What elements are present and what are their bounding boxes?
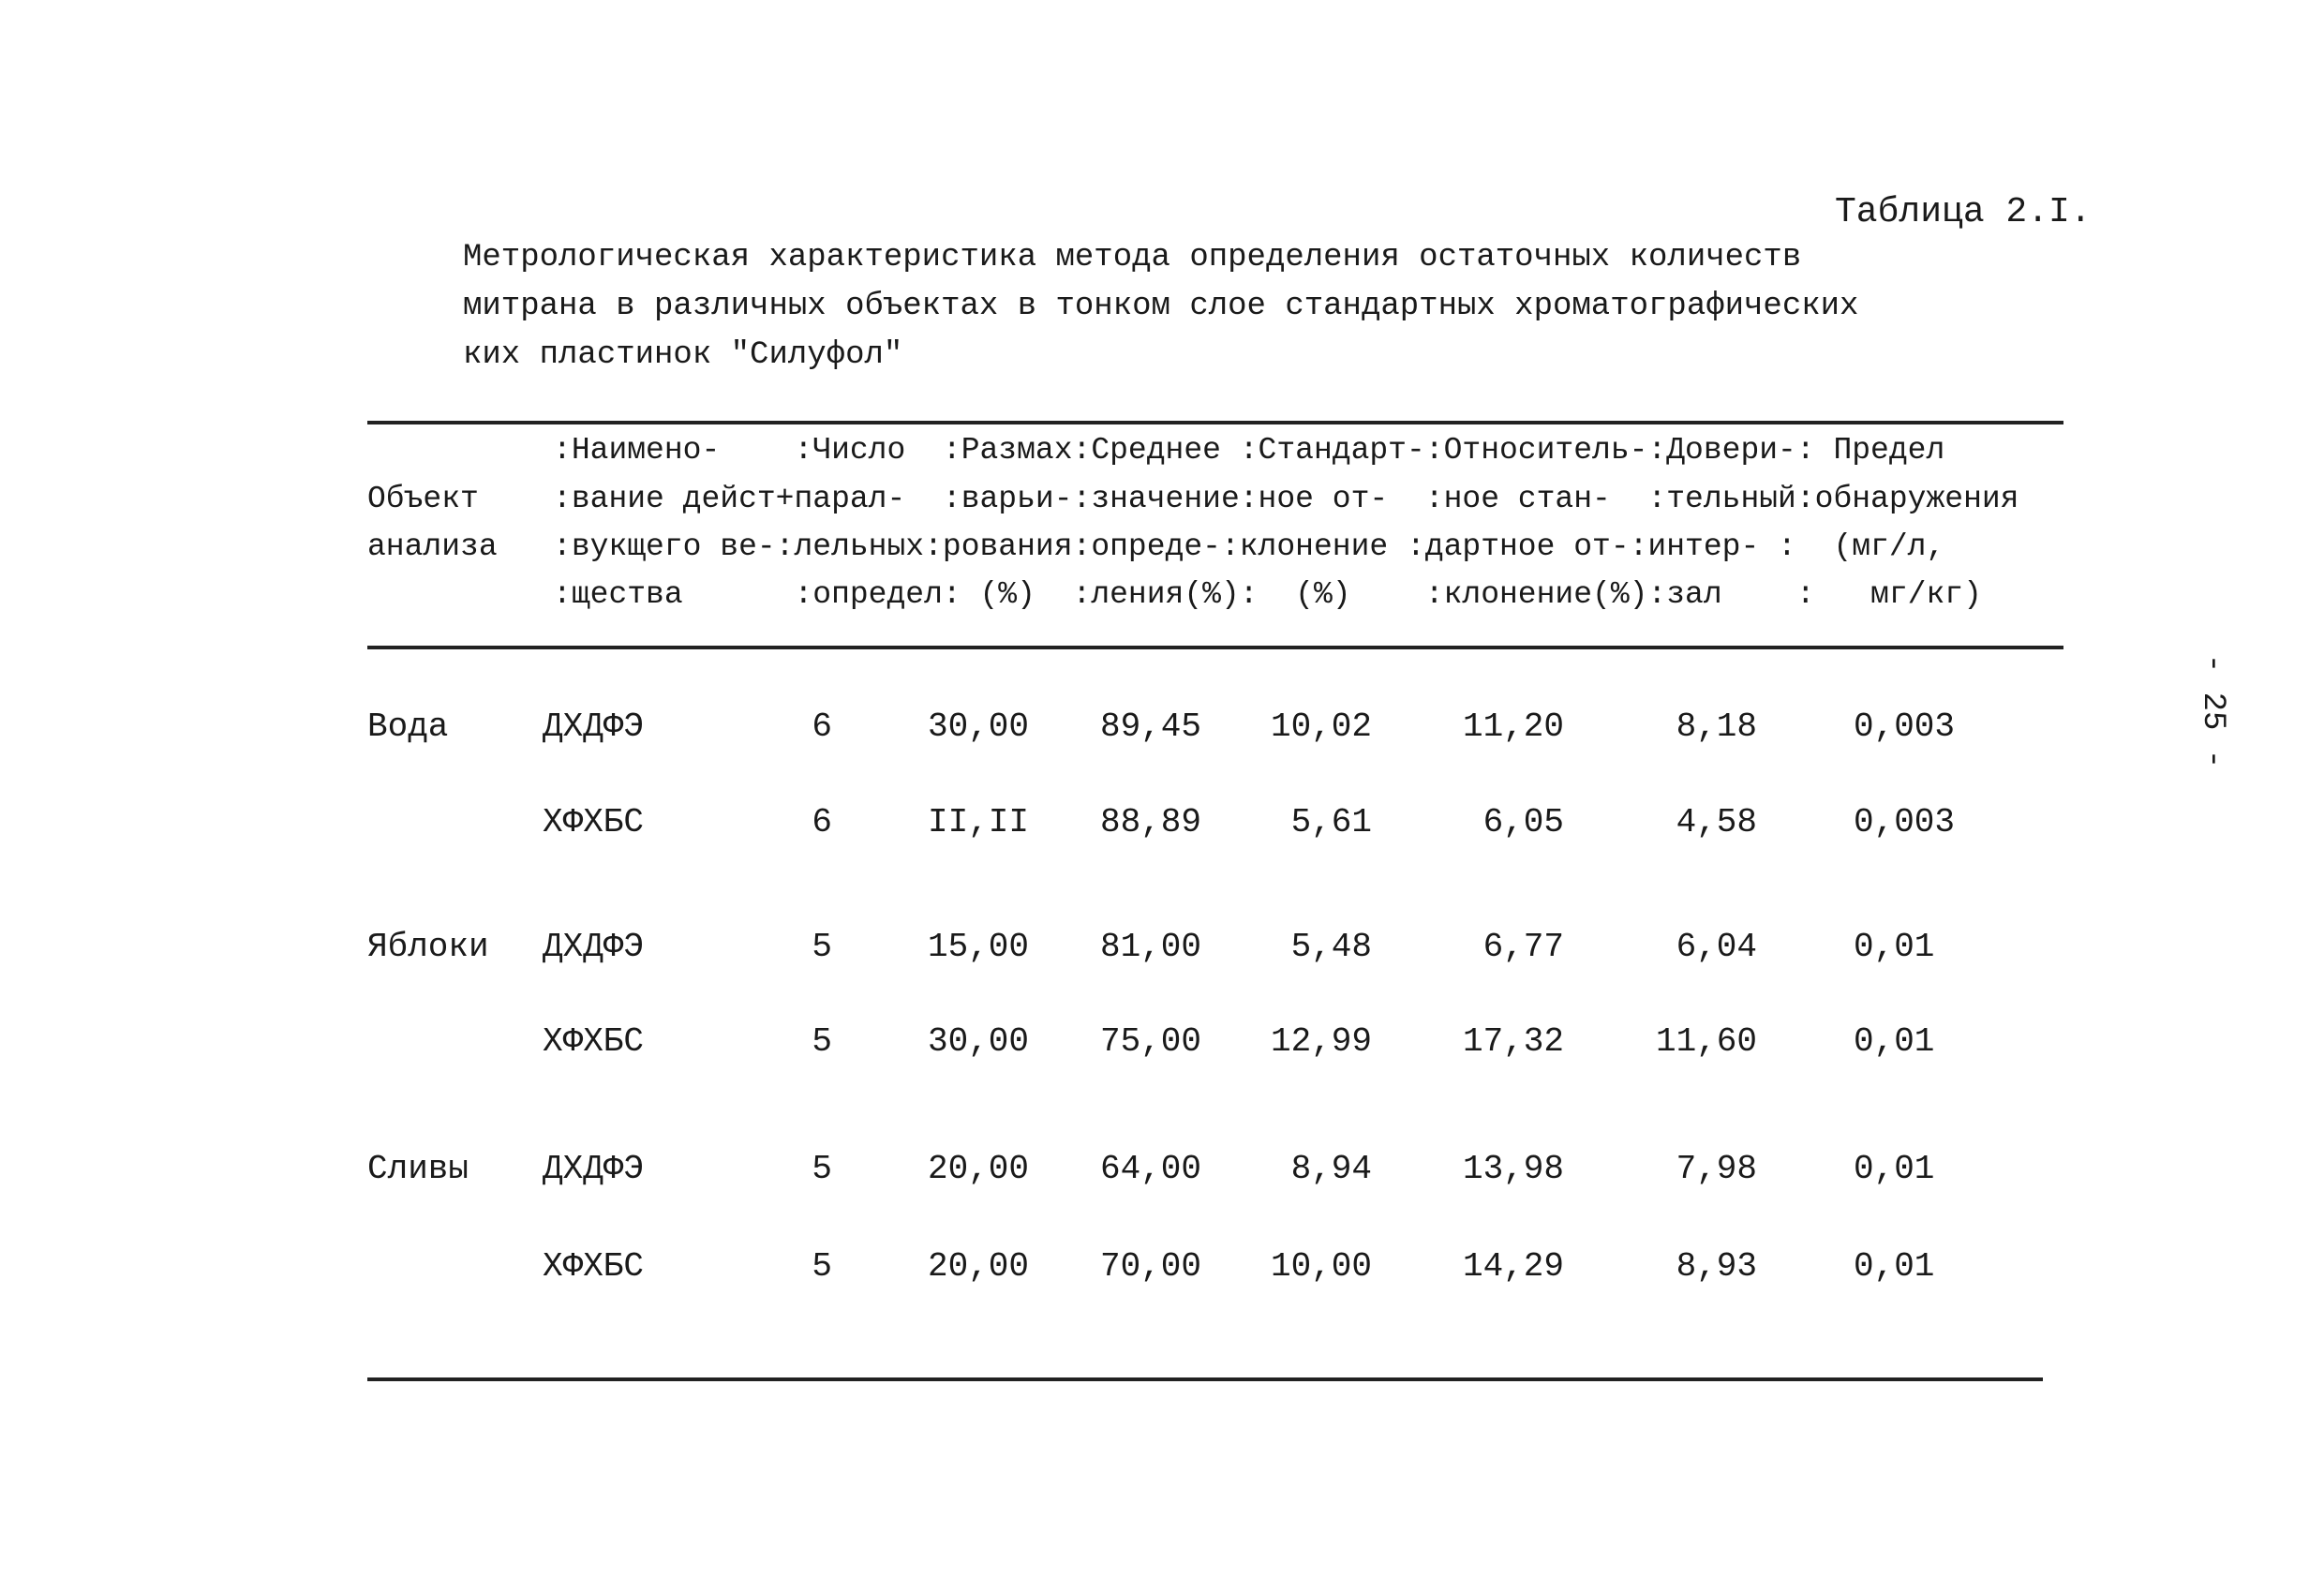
cell-mean: 75,00	[1099, 1022, 1201, 1061]
cell-ci: 8,18	[1676, 707, 1757, 746]
caption-line-2: митрана в различных объектах в тонком слое стандартных хроматографических	[463, 289, 1859, 324]
cell-sd: 12,99	[1270, 1022, 1372, 1061]
header-line-3: анализа :вукщего ве-:лельных:рования:опреде-:клонение :дартное от-:интер- : (мг/л,	[367, 529, 1945, 564]
cell-object: Вода	[367, 707, 449, 746]
page-number: - 25 -	[2195, 653, 2231, 769]
table-label: Таблица 2.I.	[1835, 192, 2092, 232]
cell-substance: ХФХБС	[543, 803, 645, 841]
cell-range: 30,00	[927, 1022, 1029, 1061]
cell-n: 6	[812, 707, 832, 746]
cell-rsd: 6,05	[1482, 803, 1564, 841]
cell-n: 5	[812, 1150, 832, 1188]
cell-limit: 0,003	[1854, 707, 1956, 746]
cell-substance: ДХДФЭ	[543, 928, 645, 966]
cell-range: II,II	[927, 803, 1029, 841]
cell-substance: ХФХБС	[543, 1247, 645, 1286]
cell-substance: ДХДФЭ	[543, 1150, 645, 1188]
cell-n: 6	[812, 803, 832, 841]
cell-sd: 5,61	[1290, 803, 1372, 841]
top-rule	[367, 421, 2063, 424]
cell-limit: 0,01	[1854, 1247, 1935, 1286]
cell-limit: 0,01	[1854, 928, 1935, 966]
cell-ci: 7,98	[1676, 1150, 1757, 1188]
cell-mean: 89,45	[1099, 707, 1201, 746]
cell-rsd: 6,77	[1482, 928, 1564, 966]
cell-sd: 5,48	[1290, 928, 1372, 966]
cell-range: 15,00	[927, 928, 1029, 966]
cell-ci: 8,93	[1676, 1247, 1757, 1286]
bottom-rule	[367, 1377, 2043, 1381]
cell-n: 5	[812, 1022, 832, 1061]
cell-limit: 0,01	[1854, 1022, 1935, 1061]
cell-limit: 0,003	[1854, 803, 1956, 841]
cell-mean: 81,00	[1099, 928, 1201, 966]
header-rule	[367, 646, 2063, 649]
cell-ci: 4,58	[1676, 803, 1757, 841]
cell-n: 5	[812, 928, 832, 966]
cell-rsd: 13,98	[1462, 1150, 1564, 1188]
caption-line-1: Метрологическая характеристика метода определения остаточных количеств	[463, 240, 1802, 275]
cell-sd: 10,02	[1270, 707, 1372, 746]
cell-rsd: 17,32	[1462, 1022, 1564, 1061]
cell-ci: 11,60	[1655, 1022, 1757, 1061]
cell-mean: 64,00	[1099, 1150, 1201, 1188]
cell-rsd: 11,20	[1462, 707, 1564, 746]
cell-sd: 10,00	[1270, 1247, 1372, 1286]
cell-ci: 6,04	[1676, 928, 1757, 966]
header-line-1: :Наимено- :Число :Размах:Среднее :Стандарт-:Относитель-:Довери-: Предел	[367, 433, 1945, 468]
cell-range: 30,00	[927, 707, 1029, 746]
cell-sd: 8,94	[1290, 1150, 1372, 1188]
cell-mean: 88,89	[1099, 803, 1201, 841]
cell-limit: 0,01	[1854, 1150, 1935, 1188]
cell-object: Яблоки	[367, 928, 489, 966]
cell-rsd: 14,29	[1462, 1247, 1564, 1286]
cell-n: 5	[812, 1247, 832, 1286]
cell-object: Сливы	[367, 1150, 469, 1188]
cell-substance: ХФХБС	[543, 1022, 645, 1061]
cell-range: 20,00	[927, 1150, 1029, 1188]
header-line-4: :щества :определ: (%) :ления(%): (%) :клонение(%):зал : мг/кг)	[367, 577, 1982, 612]
header-line-2: Объект :вание дейст+парал- :варьи-:значение:ное от- :ное стан- :тельный:обнаружения	[367, 482, 2019, 516]
cell-mean: 70,00	[1099, 1247, 1201, 1286]
cell-range: 20,00	[927, 1247, 1029, 1286]
cell-substance: ДХДФЭ	[543, 707, 645, 746]
caption-line-3: ких пластинок "Силуфол"	[463, 337, 903, 373]
